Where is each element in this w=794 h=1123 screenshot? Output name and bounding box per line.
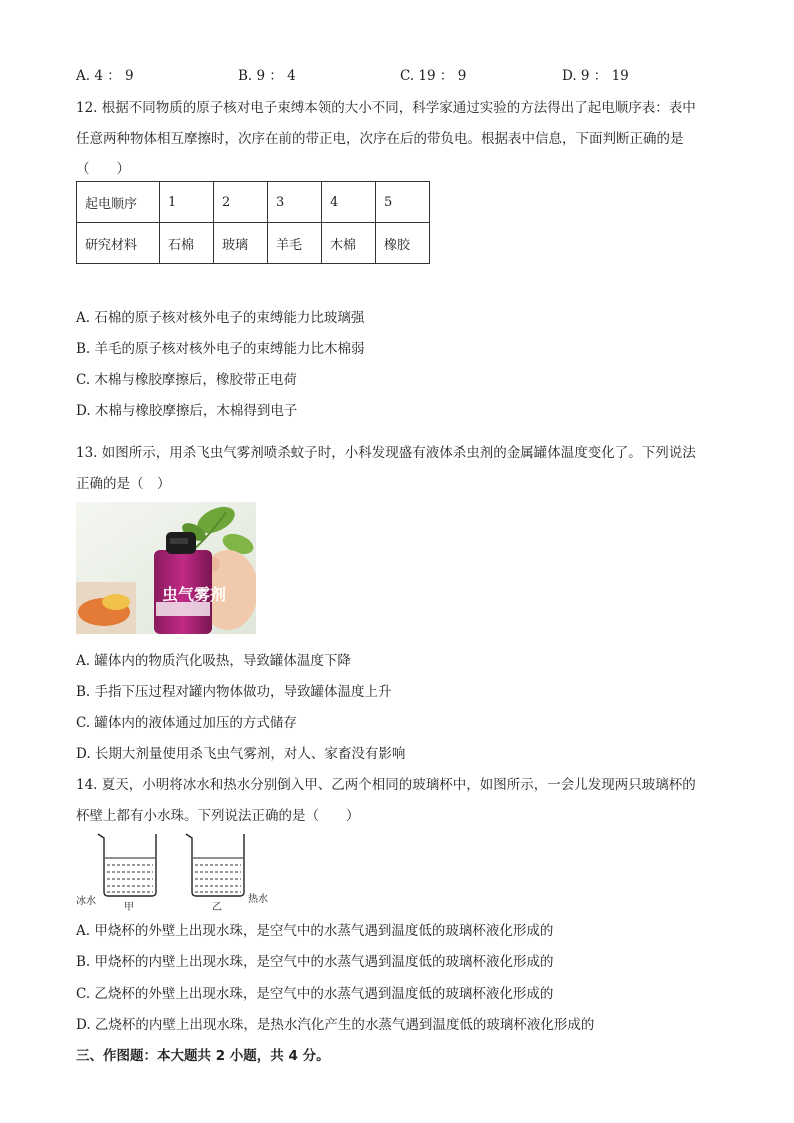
q11-option-d: D. 9 ： 19 [562, 68, 629, 84]
table-cell: 橡胶 [376, 223, 430, 264]
left-beaker-label: 甲 [124, 902, 134, 913]
table-cell: 羊毛 [268, 223, 322, 264]
q12-stem-line2: 任意两种物体相互摩擦时，次序在前的带正电，次序在后的带负电。根据表中信息，下面判断正确的是 [76, 131, 684, 147]
table-cell: 玻璃 [214, 223, 268, 264]
left-liquid-label: 冰水 [76, 896, 96, 907]
q11-option-b: B. 9 ： 4 [238, 68, 296, 84]
q13-option-c: C. 罐体内的液体通过加压的方式储存 [76, 715, 297, 731]
table-cell: 2 [214, 182, 268, 223]
table-row [77, 223, 430, 264]
q14-option-d: D. 乙烧杯的内壁上出现水珠，是热水汽化产生的水蒸气遇到温度低的玻璃杯液化形成的 [76, 1017, 595, 1033]
q14-stem-line1: 14. 夏天，小明将冰水和热水分别倒入甲、乙两个相同的玻璃杯中，如图所示，一会儿发现两只玻璃杯的 [76, 777, 696, 793]
table-cell: 4 [322, 182, 376, 223]
can-label: 虫气雾剂 [162, 585, 227, 604]
table-header-cell: 起电顺序 [77, 182, 160, 223]
beakers-figure [76, 828, 286, 913]
q13-option-d: D. 长期大剂量使用杀飞虫气雾剂，对人、家畜没有影响 [76, 746, 406, 762]
charging-order-table [76, 181, 430, 264]
section-3-heading: 三、作图题：本大题共 2 小题，共 4 分。 [76, 1048, 330, 1064]
q12-stem-line3: （ ） [76, 161, 130, 177]
q14-stem-line2: 杯壁上都有小水珠。下列说法正确的是（ ） [76, 808, 360, 824]
q14-option-a: A. 甲烧杯的外壁上出现水珠，是空气中的水蒸气遇到温度低的玻璃杯液化形成的 [76, 923, 554, 939]
table-cell: 1 [160, 182, 214, 223]
q14-option-c: C. 乙烧杯的外壁上出现水珠，是空气中的水蒸气遇到温度低的玻璃杯液化形成的 [76, 986, 554, 1002]
table-cell: 石棉 [160, 223, 214, 264]
table-cell: 木棉 [322, 223, 376, 264]
q13-stem-line2: 正确的是（ ） [76, 476, 171, 492]
q12-option-c: C. 木棉与橡胶摩擦后，橡胶带正电荷 [76, 372, 297, 388]
table-row [77, 182, 430, 223]
q12-option-b: B. 羊毛的原子核对核外电子的束缚能力比木棉弱 [76, 341, 365, 357]
q13-option-b: B. 手指下压过程对罐内物体做功，导致罐体温度上升 [76, 684, 392, 700]
q13-option-a: A. 罐体内的物质汽化吸热，导致罐体温度下降 [76, 653, 351, 669]
q12-stem-line1: 12. 根据不同物质的原子核对电子束缚本领的大小不同，科学家通过实验的方法得出了起电顺序表：表中 [76, 100, 696, 116]
table-header-cell: 研究材料 [77, 223, 160, 264]
q13-stem-line1: 13. 如图所示，用杀飞虫气雾剂喷杀蚊子时，小科发现盛有液体杀虫剂的金属罐体温度变化了。下列说法 [76, 445, 696, 461]
table-cell: 3 [268, 182, 322, 223]
right-liquid-label: 热水 [248, 894, 268, 905]
spray-can-illustration [76, 502, 256, 634]
q11-option-c: C. 19 ： 9 [400, 68, 467, 84]
q14-option-b: B. 甲烧杯的内壁上出现水珠，是空气中的水蒸气遇到温度低的玻璃杯液化形成的 [76, 954, 554, 970]
insecticide-spray-photo [76, 502, 256, 634]
right-beaker-label: 乙 [212, 902, 222, 913]
q12-option-a: A. 石棉的原子核对核外电子的束缚能力比玻璃强 [76, 310, 365, 326]
table-cell: 5 [376, 182, 430, 223]
q11-option-a: A. 4 ： 9 [76, 68, 134, 84]
q12-option-d: D. 木棉与橡胶摩擦后，木棉得到电子 [76, 403, 298, 419]
